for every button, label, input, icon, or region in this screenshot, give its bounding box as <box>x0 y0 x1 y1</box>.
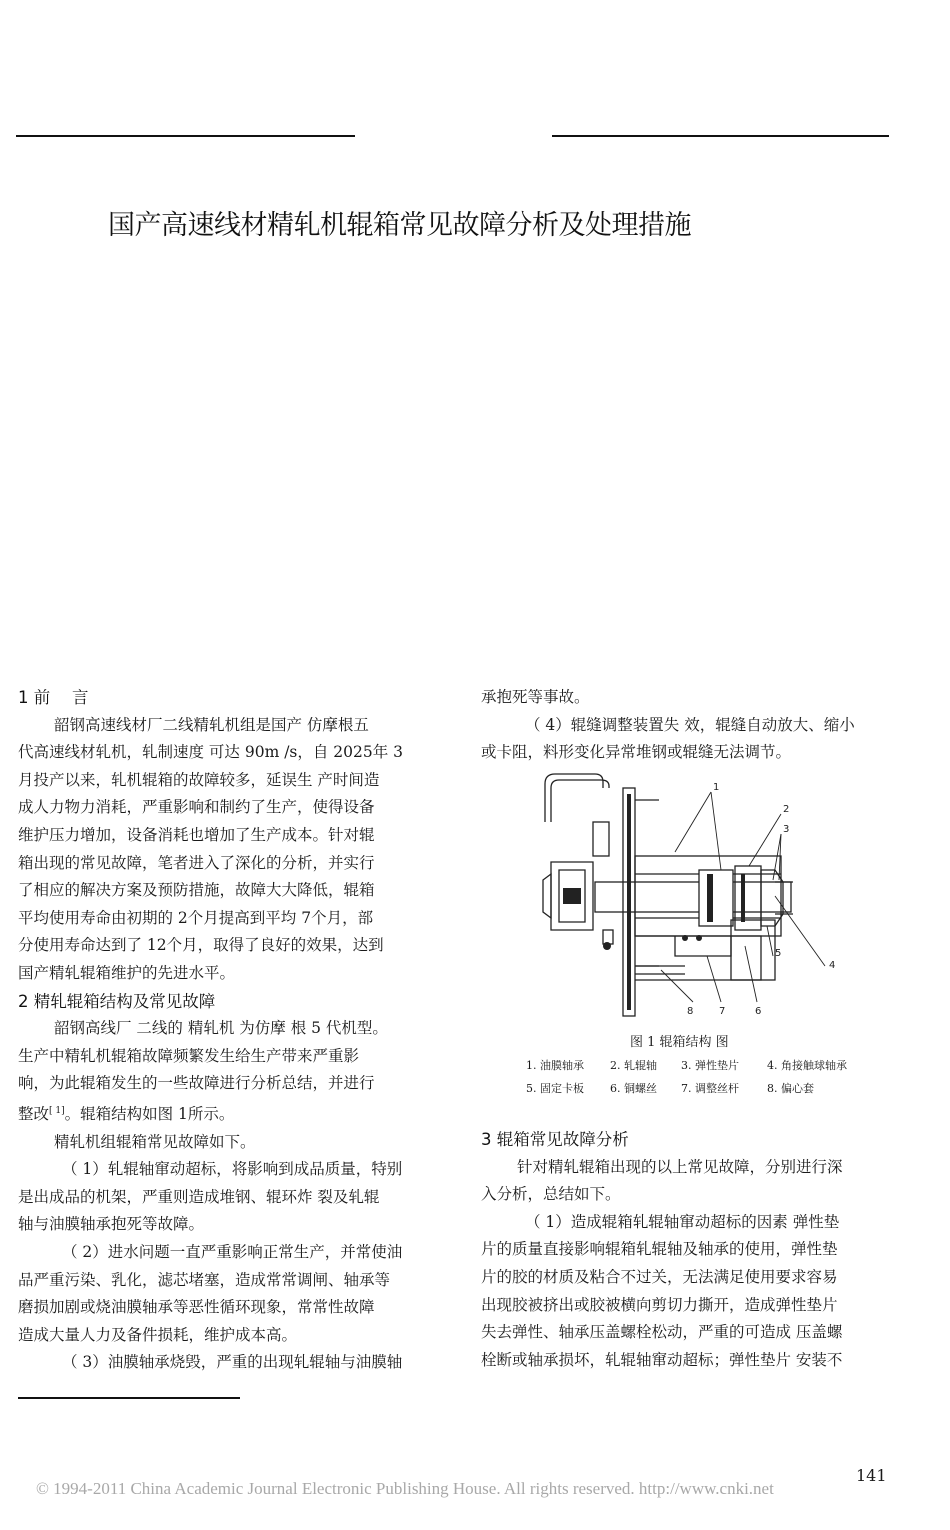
callout-8: 8 <box>687 1006 694 1017</box>
section-2-heading: 2 精轧辊箱结构及常见故障 <box>18 991 216 1011</box>
callout-1: 1 <box>713 782 720 793</box>
drain-fitting <box>603 930 613 944</box>
continued-text: 承抱死等事故。 <box>481 688 590 706</box>
roll-box-structure-figure <box>535 770 865 1028</box>
page-number: 141 <box>856 1466 887 1485</box>
leader-line-7 <box>707 956 721 1002</box>
top-rule-left <box>16 135 355 137</box>
left-column <box>18 684 456 1377</box>
footnote-rule <box>18 1397 240 1399</box>
text-line: 生产中精轧机辊箱故障频繁发生给生产带来严重影 <box>18 1046 360 1065</box>
leader-line-2 <box>749 814 781 866</box>
figure-caption: 图 1 辊箱结构 图 <box>630 1035 729 1050</box>
text-line: 平均使用寿命由初期的 2个月提高到平均 7个月，部 <box>18 908 374 927</box>
leader-line-5 <box>767 926 773 956</box>
figure-legend-item: 7. 调整丝杆 <box>681 1082 739 1095</box>
text-line: （ 1）造成辊箱轧辊轴窜动超标的因素 弹性垫 <box>525 1212 840 1231</box>
text-line: 栓断或轴承损坏，轧辊轴窜动超标；弹性垫片 安装不 <box>481 1350 843 1369</box>
text-line: 磨损加剧或烧油膜轴承等恶性循环现象，常常性故障 <box>18 1298 375 1317</box>
pipe-fitting <box>593 822 609 856</box>
callout-6: 6 <box>755 1006 762 1017</box>
text-line: 代高速线材轧机，轧制速度 可达 90m /s，自 2025年 3 <box>18 743 404 762</box>
page-title: 国产高速线材精轧机辊箱常见故障分析及处理措施 <box>108 210 691 241</box>
callout-3: 3 <box>783 824 790 835</box>
text-line: 成人力物力消耗，严重影响和制约了生产，使得设备 <box>18 798 375 817</box>
text-line: 。辊箱结构如图 1所示。 <box>64 1105 235 1124</box>
shaft-collar <box>699 870 733 926</box>
text-line: 或卡阻，料形变化异常堆钢或辊缝无法调节。 <box>481 743 792 762</box>
figure-legend-item: 3. 弹性垫片 <box>681 1059 739 1072</box>
leader-line-6 <box>745 946 757 1002</box>
callout-5: 5 <box>775 948 782 959</box>
oil-pipe-inner <box>551 780 609 822</box>
text-line: 箱出现的常见故障，笔者进入了深化的分析，并实行 <box>18 853 375 872</box>
reference-mark: [ 1] <box>49 1105 65 1116</box>
text-line: 入分析，总结如下。 <box>481 1185 621 1204</box>
figure-legend-item: 4. 角接触球轴承 <box>767 1059 847 1072</box>
text-line: 造成大量人力及备件损耗，维护成本高。 <box>18 1325 298 1344</box>
figure-legend-item: 5. 固定卡板 <box>526 1082 584 1095</box>
top-rule-right <box>552 135 889 137</box>
section-2-para-2: 精轧机组辊箱常见故障如下。 <box>54 1132 256 1151</box>
text-line: 片的质量直接影响辊箱轧辊轴及轴承的使用，弹性垫 <box>481 1240 838 1259</box>
text-line: 国产精轧辊箱维护的先进水平。 <box>18 963 236 982</box>
copyright-footer: © 1994-2011 China Academic Journal Electronic Publishing House. All rights reserved. http://www.cnki.net <box>36 1479 774 1498</box>
text-line: 响，为此辊箱发生的一些故障进行分析总结，并进行 <box>18 1074 375 1093</box>
callout-2: 2 <box>783 804 790 815</box>
figure-legend-item: 8. 偏心套 <box>767 1082 814 1095</box>
text-line: 失去弹性、轴承压盖螺栓松动，严重的可造成 压盖螺 <box>481 1323 843 1342</box>
leader-line-8 <box>661 970 693 1002</box>
section-3-para-1 <box>481 1154 916 1209</box>
text-line: 了相应的解决方案及预防措施，故障大大降低，辊箱 <box>18 881 375 900</box>
text-line: 分使用寿命达到了 12个月，取得了良好的效果，达到 <box>18 936 384 955</box>
text-line: 维护压力增加，设备消耗也增加了生产成本。针对辊 <box>18 825 375 844</box>
fault-item-4 <box>481 712 916 767</box>
text-line: （ 1）轧辊轴窜动超标，将影响到成品质量，特别 <box>62 1160 403 1179</box>
text-line: 是出成品的机架，严重则造成堆钢、辊环炸 裂及轧辊 <box>18 1187 380 1206</box>
text-line: 韶钢高线厂 二线的 精轧机 为仿摩 根 5 代机型。 <box>54 1019 388 1038</box>
fault-item-2 <box>18 1239 456 1349</box>
callout-4: 4 <box>829 960 836 971</box>
text-line: 片的胶的材质及粘合不过关，无法满足使用要求容易 <box>481 1267 838 1286</box>
text-line: 月投产以来，轧机辊箱的故障较多，延误生 产时间造 <box>18 770 380 789</box>
text-line: （ 2）进水问题一直严重影响正常生产，并常使油 <box>62 1243 403 1262</box>
text-line: 出现胶被挤出或胶被横向剪切力撕开，造成弹性垫片 <box>481 1295 838 1314</box>
figure-legend-item: 1. 油膜轴承 <box>526 1059 584 1072</box>
section-3-heading: 3 辊箱常见故障分析 <box>481 1130 629 1149</box>
text-line: 针对精轧辊箱出现的以上常见故障，分别进行深 <box>517 1157 843 1176</box>
callout-7: 7 <box>719 1006 726 1017</box>
section-1-heading: 1 前 言 <box>18 688 89 707</box>
text-line: 整改 <box>18 1105 50 1124</box>
text-line: （ 4）辊缝调整装置失 效，辊缝自动放大、缩小 <box>525 715 855 734</box>
leader-line-1 <box>675 792 711 852</box>
section-2-para-1 <box>18 1015 456 1129</box>
text-line: 品严重污染、乳化，滤芯堵塞，造成常常调闸、轴承等 <box>18 1270 391 1289</box>
text-line: 韶钢高速线材厂二线精轧机组是国产 仿摩根五 <box>54 715 369 734</box>
right-column-bottom <box>481 1126 916 1374</box>
fault-item-1 <box>18 1156 456 1239</box>
fault-item-3: （ 3）油膜轴承烧毁，严重的出现轧辊轴与油膜轴 <box>62 1353 403 1372</box>
shaft-nose <box>543 874 551 918</box>
base-block <box>731 920 775 980</box>
figure-legend-item: 6. 铜螺丝 <box>610 1082 657 1095</box>
leader-line-1 <box>711 792 721 870</box>
section-1-para <box>18 712 456 988</box>
section-3-para-2 <box>481 1209 916 1375</box>
right-column-top <box>481 684 916 767</box>
figure-legend-item: 2. 轧辊轴 <box>610 1059 657 1072</box>
text-line: 轴与油膜轴承抱死等故障。 <box>18 1215 205 1234</box>
leader-line-4 <box>775 896 825 966</box>
